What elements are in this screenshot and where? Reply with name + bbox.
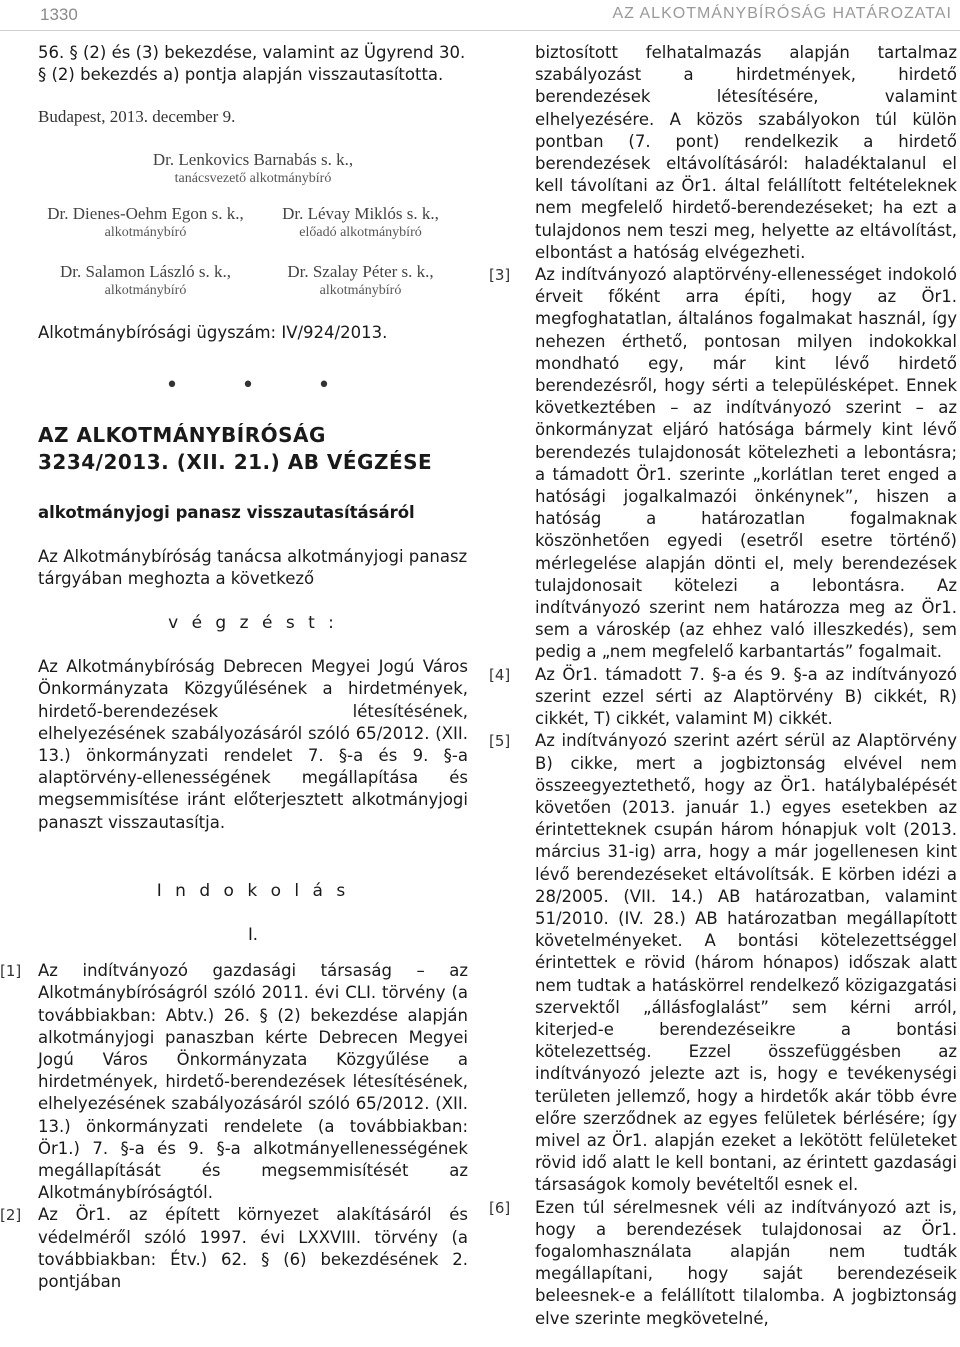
paragraph [489,730,957,1196]
signature-name: Dr. Lévay Miklós s. k., [282,204,439,224]
paragraph-number: [1] [0,962,22,981]
page-header [0,0,960,31]
paragraph [489,1197,957,1330]
vegzes-label: v é g z é s t : [168,613,338,634]
signature-item [253,262,468,300]
signature-item [38,262,253,300]
signature-block [38,150,468,300]
paragraph-number: [4] [489,665,511,684]
paragraph-text: Ezen túl sérelmesnek véli az indítványozó azt is, hogy a berendezések tulajdonosai az Ör1. fogalomhasználata alapján nem tudták megállapítani, hogy saját berendezéseik beleesnek-e a felállított tilalomba. A jogbiztonság elve szerinte megkövetelné, [535,1197,957,1328]
running-title: AZ ALKOTMÁNYBÍRÓSÁG HATÁROZATAI [612,5,952,22]
decision-title-line1: AZ ALKOTMÁNYBÍRÓSÁG [38,422,326,447]
paragraph [0,1204,468,1293]
signature-row [38,262,468,300]
ruling-text: Az Alkotmánybíróság Debrecen Megyei Jogú Város Önkormányzata Közgyűlésének a hirdetmények, hirdető-berendezések létesítésének, elhelyezésének szabályozásáról szóló 65/2012. (XII. 13.) önkormányzati rendelet 7. §-a és 9. §-a alaptörvény-ellenességének megállapítása és megsemmisítése iránt előterjesztett alkotmányjogi panaszt visszautasítja. [38,657,468,832]
decision-subtitle: alkotmányjogi panasz visszautasításáról [38,502,415,522]
paragraph-continuation: biztosított felhatalmazás alapján tartalmaz szabályozást a hirdetmények, hirdető berendezések létesítésére, valamint elhelyezésére. A közös szabályokon túl külön pontban (7. pont) rendelkezik a hirdető berendezések eltávolításáról: haladéktalanul el kell távolítani az Ör1. által felállított feltételeknek nem megfelelő hirdető-berendezéseket; ha ezt a tulajdonos nem teszi meg, helyette az eltávolítást, elbontást a hatóság elvégezheti. [535,43,957,262]
signature-role: alkotmánybíró [104,225,187,241]
paragraph-number: [3] [489,266,511,285]
paragraph-text: Az Ör1. az épített környezet alakításáról és védelméről szóló 1997. évi LXXVIII. törvény (a továbbiakban: Étv.) 62. § (6) bekezdésének 2. pontjában [38,1205,468,1292]
paragraph-text: Az indítványozó alaptörvény-ellenességet indokoló érveit főként arra építi, hogy az Ör1. megfoghatatlan, általános fogalmakat használ, így nehezen érthető, pontosan milyen indokokkal mondható egy, már kint lévő hirdető berendezésről, hogy sérti a településképet. Ennek következtében – az indítványozó szerint – az önkormányzat eljáró hatósága bármely kint lévő berendezés tulajdonosát kötelezheti a lebontásra; a támadott Ör1. szerinte „korlátlan teret enged a hatósági jogalkalmazói önkénynek”, hiszen a hatóság a határozatlan fogalmaknak köszönhetően egyedi (esetről esetre történő) mérlegelése alapján dönti el, mely berendezések tulajdonosait kötelezi a lebontásra. Az indítványozó szerint nem határozza meg az Ör1. sem a városkép (az ehhez való illeszkedés), sem pedig a „nem megfelelő karbantartás” fogalmait. [535,265,957,662]
page-number: 1330 [40,5,78,24]
signature-row [38,204,468,242]
signature-item [253,204,468,242]
section-separator: • • • [165,372,359,398]
signature-name: Dr. Lenkovics Barnabás s. k., [152,150,354,170]
paragraph-number: [2] [0,1206,22,1225]
previous-decision-tail: 56. § (2) és (3) bekezdése, valamint az Ügyrend 30. § (2) bekezdés a) pontja alapján visszautasította. [38,43,466,85]
paragraph-number: [6] [489,1198,511,1217]
paragraph [0,960,468,1204]
signature-item [38,204,253,242]
decision-intro: Az Alkotmánybíróság tanácsa alkotmányjogi panasz tárgyában meghozta a következő [38,546,468,588]
signature-role: előadó alkotmánybíró [299,225,422,241]
reasoning-label: I n d o k o l á s [156,880,350,901]
case-number: Alkotmánybírósági ügyszám: IV/924/2013. [38,323,388,343]
paragraph-text: Az indítványozó gazdasági társaság – az Alkotmánybíróságról szóló 2011. évi CLI. törvény (a továbbiakban: Abtv.) 26. § (2) bekezdése alapján alkotmányjogi panaszban kérte Debrecen Megyei Jogú Város Önkormányzata Közgyűlése a hirdetmények, hirdető-berendezések létesítésének, elhelyezésének szabályozásáról szóló 65/2012. (XII. 13.) önkormányzati rendelete (a továbbiakban: Ör1.) 7. §-a és 9. §-a alkotmányellenességének megállapítását és megsemmisítését az Alkotmánybíróságtól. [38,961,468,1203]
paragraph-number: [5] [489,732,511,751]
paragraph-text: Az Ör1. támadott 7. §-a és 9. §-a az indítványozó szerint ezzel sérti az Alaptörvény B) cikkét, R) cikkét, T) cikkét, valamint M) cikkét. [535,664,957,729]
paragraph-text: Az indítványozó szerint azért sérül az Alaptörvény B) cikke, mert a jogbiztonság elvével nem összeegyeztethető, hogy az Ör1. hatálybalépését követően (2013. január 1.) egyes esetekben az érintetteknek csupán három hónapjuk volt (2013. március 31-ig) arra, hogy a már jogellenesen kint lévő berendezéseket eltávolítsák. E körben idézi a 28/2005. (VII. 14.) AB határozatban, valamint 51/2010. (IV. 28.) AB határozatban megállapított követelményeket. A bontási kötelezettséggel érintettek e rövid (három hónapos) időszak alatt nem tudtak a hatáskörrel rendelkező közigazgatási szervektől „állásfoglalást” sem kérni arról, kiterjed-e berendezéseikre a bontási kötelezettség. Ezzel összefüggésben az indítványozó jelezte azt is, hogy e tevékenységi területen jellemző, hogy a hirdetők akár több évre előre szerződnek az egyes felületek bérlésére; így mivel az Ör1. alapján ezeket a lekötött felületeket rövid idő alatt le kell bontani, az érintett gazdasági társaságok komoly bevételtől esnek el. [535,731,957,1195]
paragraph [489,264,957,664]
paragraph [489,664,957,731]
place-date: Budapest, 2013. december 9. [38,107,236,127]
signature-role: tanácsvezető alkotmánybíró [174,171,332,187]
left-column [0,42,468,1293]
section-roman-numeral: I. [247,925,259,945]
signature-role: alkotmánybíró [104,283,187,299]
decision-title-line2: 3234/2013. (XII. 21.) AB VÉGZÉSE [38,449,433,474]
signature-role: alkotmánybíró [319,283,402,299]
signature-name: Dr. Dienes-Oehm Egon s. k., [47,204,244,224]
signature-name: Dr. Szalay Péter s. k., [287,262,434,282]
signature-chair [38,150,468,188]
right-column [489,42,957,1330]
signature-name: Dr. Salamon László s. k., [60,262,231,282]
